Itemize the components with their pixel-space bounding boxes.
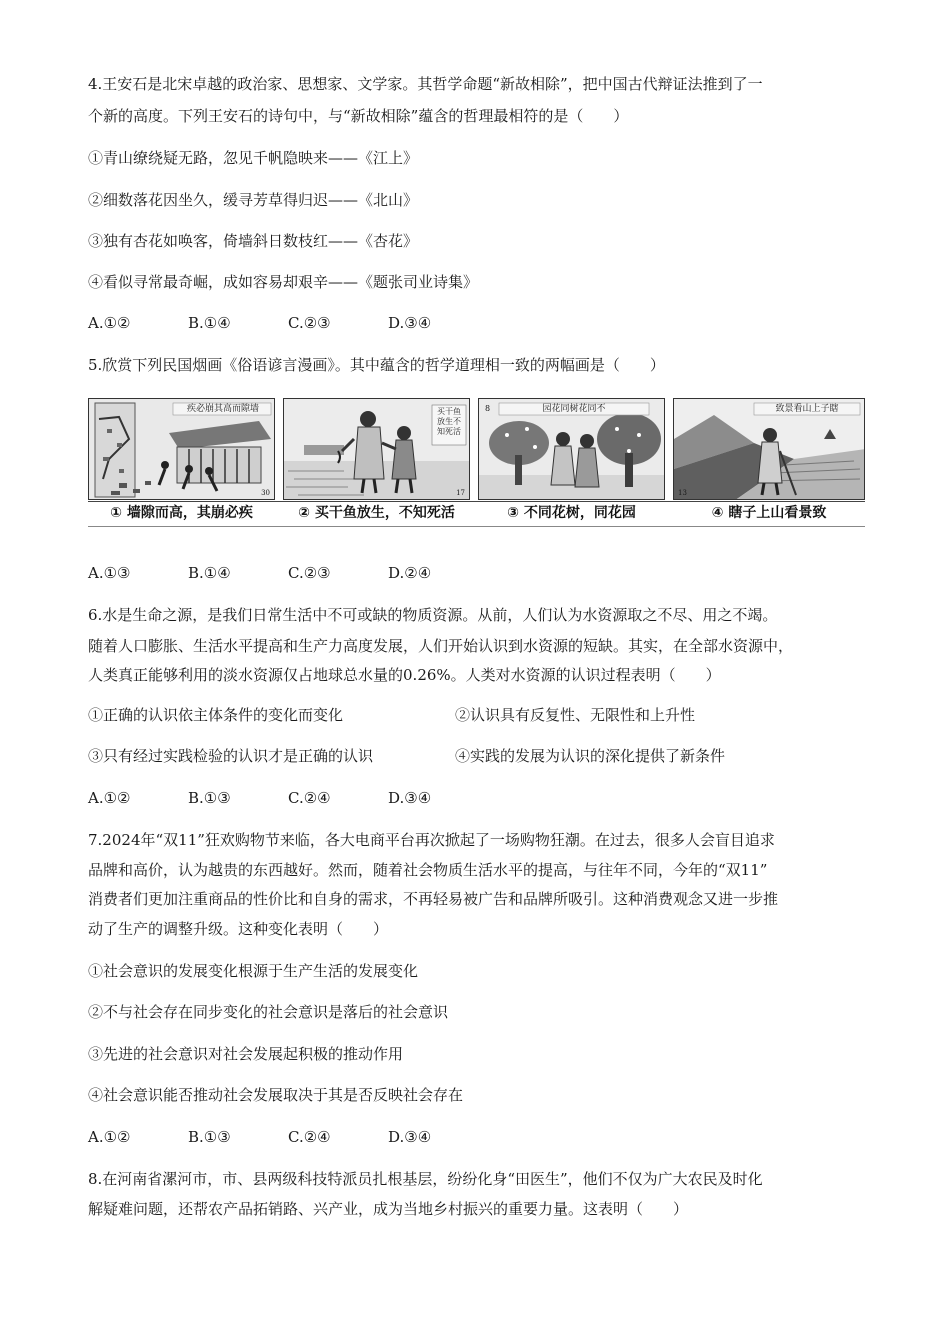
q7-stem-line-1: 7.2024年“双11”狂欢购物节来临，各大电商平台再次掀起了一场购物狂潮。在过去，很多人会盲目追求 bbox=[88, 831, 775, 849]
q6-stem-line-2: 随着人口膨胀、生活水平提高和生产力高度发展，人们开始认识到水资源的短缺。其实，在全部水资源中， bbox=[88, 637, 794, 655]
q4-statement-1: ①青山缭绕疑无路，忽见千帆隐映来——《江上》 bbox=[88, 149, 419, 167]
q8-stem-line-2: 解疑难问题，还帮农产品拓销路、兴产业，成为当地乡村振兴的重要力量。这表明（ ） bbox=[88, 1200, 689, 1218]
q7-option-d[interactable]: D.③④ bbox=[388, 1128, 432, 1146]
q6-option-c[interactable]: C.②④ bbox=[288, 789, 331, 807]
q7-statement-2: ②不与社会存在同步变化的社会意识是落后的社会意识 bbox=[88, 1003, 449, 1021]
q4-option-d[interactable]: D.③④ bbox=[388, 314, 432, 332]
cartoon-panel-3 bbox=[478, 398, 665, 500]
q6-option-a[interactable]: A.①② bbox=[88, 789, 131, 807]
cartoon-3-header: 园花同树花同不 bbox=[542, 404, 606, 414]
q4-option-a[interactable]: A.①② bbox=[88, 314, 131, 332]
cartoon-panel-2 bbox=[283, 398, 470, 500]
q6-statement-2: ②认识具有反复性、无限性和上升性 bbox=[455, 706, 696, 724]
cartoon-1-header: 疾必崩其高而隙墙 bbox=[186, 404, 259, 414]
cartoon-1-number: 30 bbox=[261, 489, 270, 497]
cartoon-2-number: 17 bbox=[456, 489, 465, 497]
cartoon-1-caption: ① 墙隙而高，其崩必疾 bbox=[110, 505, 253, 521]
q6-stem-line-1: 6.水是生命之源，是我们日常生活中不可或缺的物质资源。从前，人们认为水资源取之不尽、用之不竭。 bbox=[88, 606, 778, 624]
q5-stem-line-1: 5.欣赏下列民国烟画《俗语谚言漫画》。其中蕴含的哲学道理相一致的两幅画是（ ） bbox=[88, 356, 665, 374]
q4-stem-line-1: 4.王安石是北宋卓越的政治家、思想家、文学家。其哲学命题“新故相除”，把中国古代辩证法推到了一 bbox=[88, 75, 763, 93]
cartoon-4-number: 13 bbox=[678, 489, 687, 497]
cartoon-strip bbox=[88, 398, 865, 525]
q6-statement-3: ③只有经过实践检验的认识才是正确的认识 bbox=[88, 747, 374, 765]
q6-option-b[interactable]: B.①③ bbox=[188, 789, 231, 807]
q7-option-b[interactable]: B.①③ bbox=[188, 1128, 231, 1146]
q5-option-d[interactable]: D.②④ bbox=[388, 564, 432, 582]
cartoon-panel-1 bbox=[88, 398, 275, 500]
cartoon-4-header: 致景看山上子瞎 bbox=[775, 404, 839, 414]
q7-stem-line-2: 品牌和高价，认为越贵的东西越好。然而，随着社会物质生活水平的提高，与往年不同，今年的“双11” bbox=[88, 861, 768, 879]
q6-option-d[interactable]: D.③④ bbox=[388, 789, 432, 807]
q4-statement-3: ③独有杏花如唤客，倚墙斜日数枝红——《杏花》 bbox=[88, 232, 419, 250]
q7-statement-1: ①社会意识的发展变化根源于生产生活的发展变化 bbox=[88, 962, 419, 980]
q7-option-c[interactable]: C.②④ bbox=[288, 1128, 331, 1146]
q7-stem-line-4: 动了生产的调整升级。这种变化表明（ ） bbox=[88, 920, 389, 938]
q4-option-b[interactable]: B.①④ bbox=[188, 314, 231, 332]
q6-statements-row-1 bbox=[88, 705, 868, 725]
q5-option-c[interactable]: C.②③ bbox=[288, 564, 331, 582]
q7-statement-4: ④社会意识能否推动社会发展取决于其是否反映社会存在 bbox=[88, 1086, 464, 1104]
cartoon-3-number: 8 bbox=[485, 404, 491, 413]
cartoon-panel-4 bbox=[673, 398, 865, 500]
q7-option-a[interactable]: A.①② bbox=[88, 1128, 131, 1146]
q7-statement-3: ③先进的社会意识对社会发展起积极的推动作用 bbox=[88, 1045, 404, 1063]
q8-stem-line-1: 8.在河南省漯河市，市、县两级科技特派员扎根基层，纷纷化身“田医生”，他们不仅为广大农民及时化 bbox=[88, 1170, 763, 1188]
q5-option-a[interactable]: A.①③ bbox=[88, 564, 131, 582]
q6-stem-line-3: 人类真正能够利用的淡水资源仅占地球总水量的0.26%。人类对水资源的认识过程表明（ ） bbox=[88, 666, 721, 684]
cartoon-3-caption: ③ 不同花树，同花园 bbox=[507, 505, 636, 521]
q4-option-c[interactable]: C.②③ bbox=[288, 314, 331, 332]
cartoon-2-header: 买干鱼放生不知死活 bbox=[437, 407, 461, 436]
cartoon-2-caption: ② 买干鱼放生，不知死活 bbox=[298, 505, 455, 521]
q4-statement-4: ④看似寻常最奇崛，成如容易却艰辛——《题张司业诗集》 bbox=[88, 273, 479, 291]
q6-statements-row-2 bbox=[88, 746, 868, 766]
q4-stem-line-2: 个新的高度。下列王安石的诗句中，与“新故相除”蕴含的哲理最相符的是（ ） bbox=[88, 107, 629, 125]
q6-statement-4: ④实践的发展为认识的深化提供了新条件 bbox=[455, 747, 726, 765]
cartoon-4-caption: ④ 瞎子上山看景致 bbox=[711, 505, 827, 521]
q5-option-b[interactable]: B.①④ bbox=[188, 564, 231, 582]
q6-statement-1: ①正确的认识依主体条件的变化而变化 bbox=[88, 706, 344, 724]
q4-statement-2: ②细数落花因坐久，缓寻芳草得归迟——《北山》 bbox=[88, 191, 419, 209]
q7-stem-line-3: 消费者们更加注重商品的性价比和自身的需求，不再轻易被广告和品牌所吸引。这种消费观念又进一步推 bbox=[88, 890, 779, 908]
